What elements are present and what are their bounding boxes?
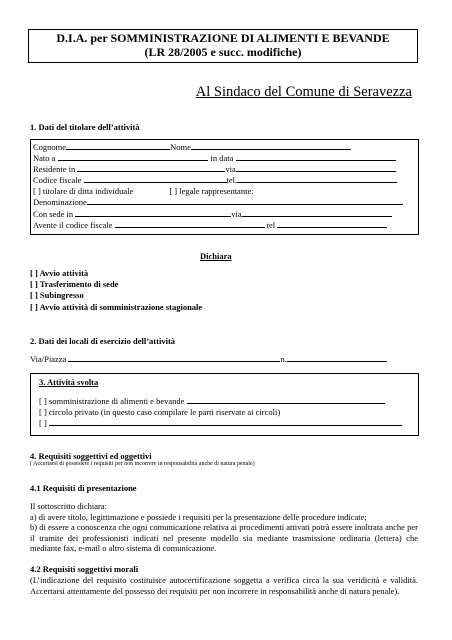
- dichiara-heading: Dichiara: [200, 251, 232, 261]
- row-altro: [39, 418, 402, 429]
- altro-field[interactable]: [49, 418, 402, 426]
- section-1-title: 1. Dati del titolare dell’attività: [30, 122, 140, 132]
- denominazione-field[interactable]: [87, 197, 403, 205]
- section-3-box: [30, 373, 419, 436]
- codice-fiscale-field[interactable]: [84, 175, 227, 183]
- section-41-title: 4.1 Requisiti di presentazione: [30, 483, 137, 493]
- section-2-title: 2. Dati dei locali di esercizio dell’attività: [30, 336, 176, 346]
- luogo-nascita-field[interactable]: [58, 153, 208, 161]
- numero-civico-field[interactable]: [287, 354, 387, 362]
- row-cognome-nome: Cognome Nome: [33, 142, 403, 153]
- cf-societa-field[interactable]: [115, 220, 265, 228]
- checkbox-somministrazione[interactable]: [ ] somministrazione di alimenti e bevande: [39, 396, 185, 406]
- row-somministrazione: [39, 396, 385, 407]
- row-sede: Con sede in via: [33, 209, 403, 220]
- residenza-field[interactable]: [77, 164, 225, 172]
- checkbox-titolare[interactable]: [ ] titolare di ditta individuale: [33, 186, 134, 197]
- via-sede-field[interactable]: [242, 209, 392, 217]
- option-trasferimento[interactable]: [ ] Trasferimento di sede: [30, 279, 119, 290]
- section-3-title: 3. Attività svolta: [39, 377, 99, 387]
- row-denominazione: Denominazione: [33, 197, 403, 208]
- section-41-body: [30, 501, 418, 554]
- section-41-point-a: a) di avere titolo, legittimazione e possiede i requisiti per la presentazione delle procedure indicate;: [30, 511, 367, 522]
- section-41-point-b: b) di essere a conoscenza che ogni comunicazione relativa ai procedimenti attivati potrà essere inoltrata anche per il tramite dei professionisti indicati nel presente modello sia mediante trasmissione ordinaria (lettera) che mediante fax, e-mail o altro sistema di comunicazione.: [30, 522, 418, 554]
- option-subingresso[interactable]: [ ] Subingresso: [30, 290, 84, 301]
- section-41-intro: Il sottoscritto dichiara:: [30, 501, 107, 511]
- recipient-heading: Al Sindaco del Comune di Seravezza: [195, 84, 412, 100]
- checkbox-altro[interactable]: [ ]: [39, 418, 47, 428]
- telefono-societa-field[interactable]: [277, 220, 387, 228]
- section-1-box: [30, 139, 419, 235]
- checkbox-legale[interactable]: [ ] legale rappresentante:: [169, 186, 254, 197]
- sede-field[interactable]: [75, 209, 231, 217]
- row-nato: Nato a in data: [33, 153, 403, 164]
- row-qualifica: [33, 186, 403, 197]
- somministrazione-field[interactable]: [187, 396, 385, 404]
- document-title: D.I.A. per SOMMINISTRAZIONE DI ALIMENTI E BEVANDE: [56, 31, 390, 45]
- row-via-piazza: Via/Piazza n.: [30, 354, 387, 365]
- section-4-title: 4. Requisiti soggettivi ed oggettivi: [30, 451, 152, 461]
- checkbox-circolo[interactable]: [ ] circolo privato (in questo caso compilare le parti riservate ai circoli): [39, 407, 281, 417]
- via-residenza-field[interactable]: [236, 164, 396, 172]
- nome-field[interactable]: [191, 142, 351, 150]
- row-codice-fiscale: Codice fiscale tel.: [33, 175, 403, 186]
- cognome-field[interactable]: [66, 142, 170, 150]
- section-42-text: (L’indicazione del requisito costituisce autocertificazione soggetta a verifica circa la sua veridicità e validità. Accertarsi attentamente del possesso dei requisiti per non incorrere in responsabilità anche di natura penale).: [30, 575, 418, 596]
- data-nascita-field[interactable]: [236, 153, 396, 161]
- section-4-note: ( Accertarsi di possedere i requisiti per non incorrere in responsabilità anche di natura penale): [30, 461, 255, 467]
- telefono-field[interactable]: [237, 175, 397, 183]
- section-42-title: 4.2 Requisiti soggettivi morali: [30, 564, 139, 574]
- row-residenza: Residente in via: [33, 164, 403, 175]
- dichiara-options: [30, 268, 202, 313]
- document-title-box: [28, 29, 418, 63]
- option-avvio[interactable]: [ ] Avvio attività: [30, 268, 89, 278]
- option-stagionale[interactable]: [ ] Avvio attività di somministrazione stagionale: [30, 301, 203, 312]
- row-cf-societa: Avente il codice fiscale tel: [33, 220, 403, 231]
- document-subtitle: (LR 28/2005 e succ. modifiche): [144, 45, 302, 59]
- via-piazza-field[interactable]: [68, 354, 280, 362]
